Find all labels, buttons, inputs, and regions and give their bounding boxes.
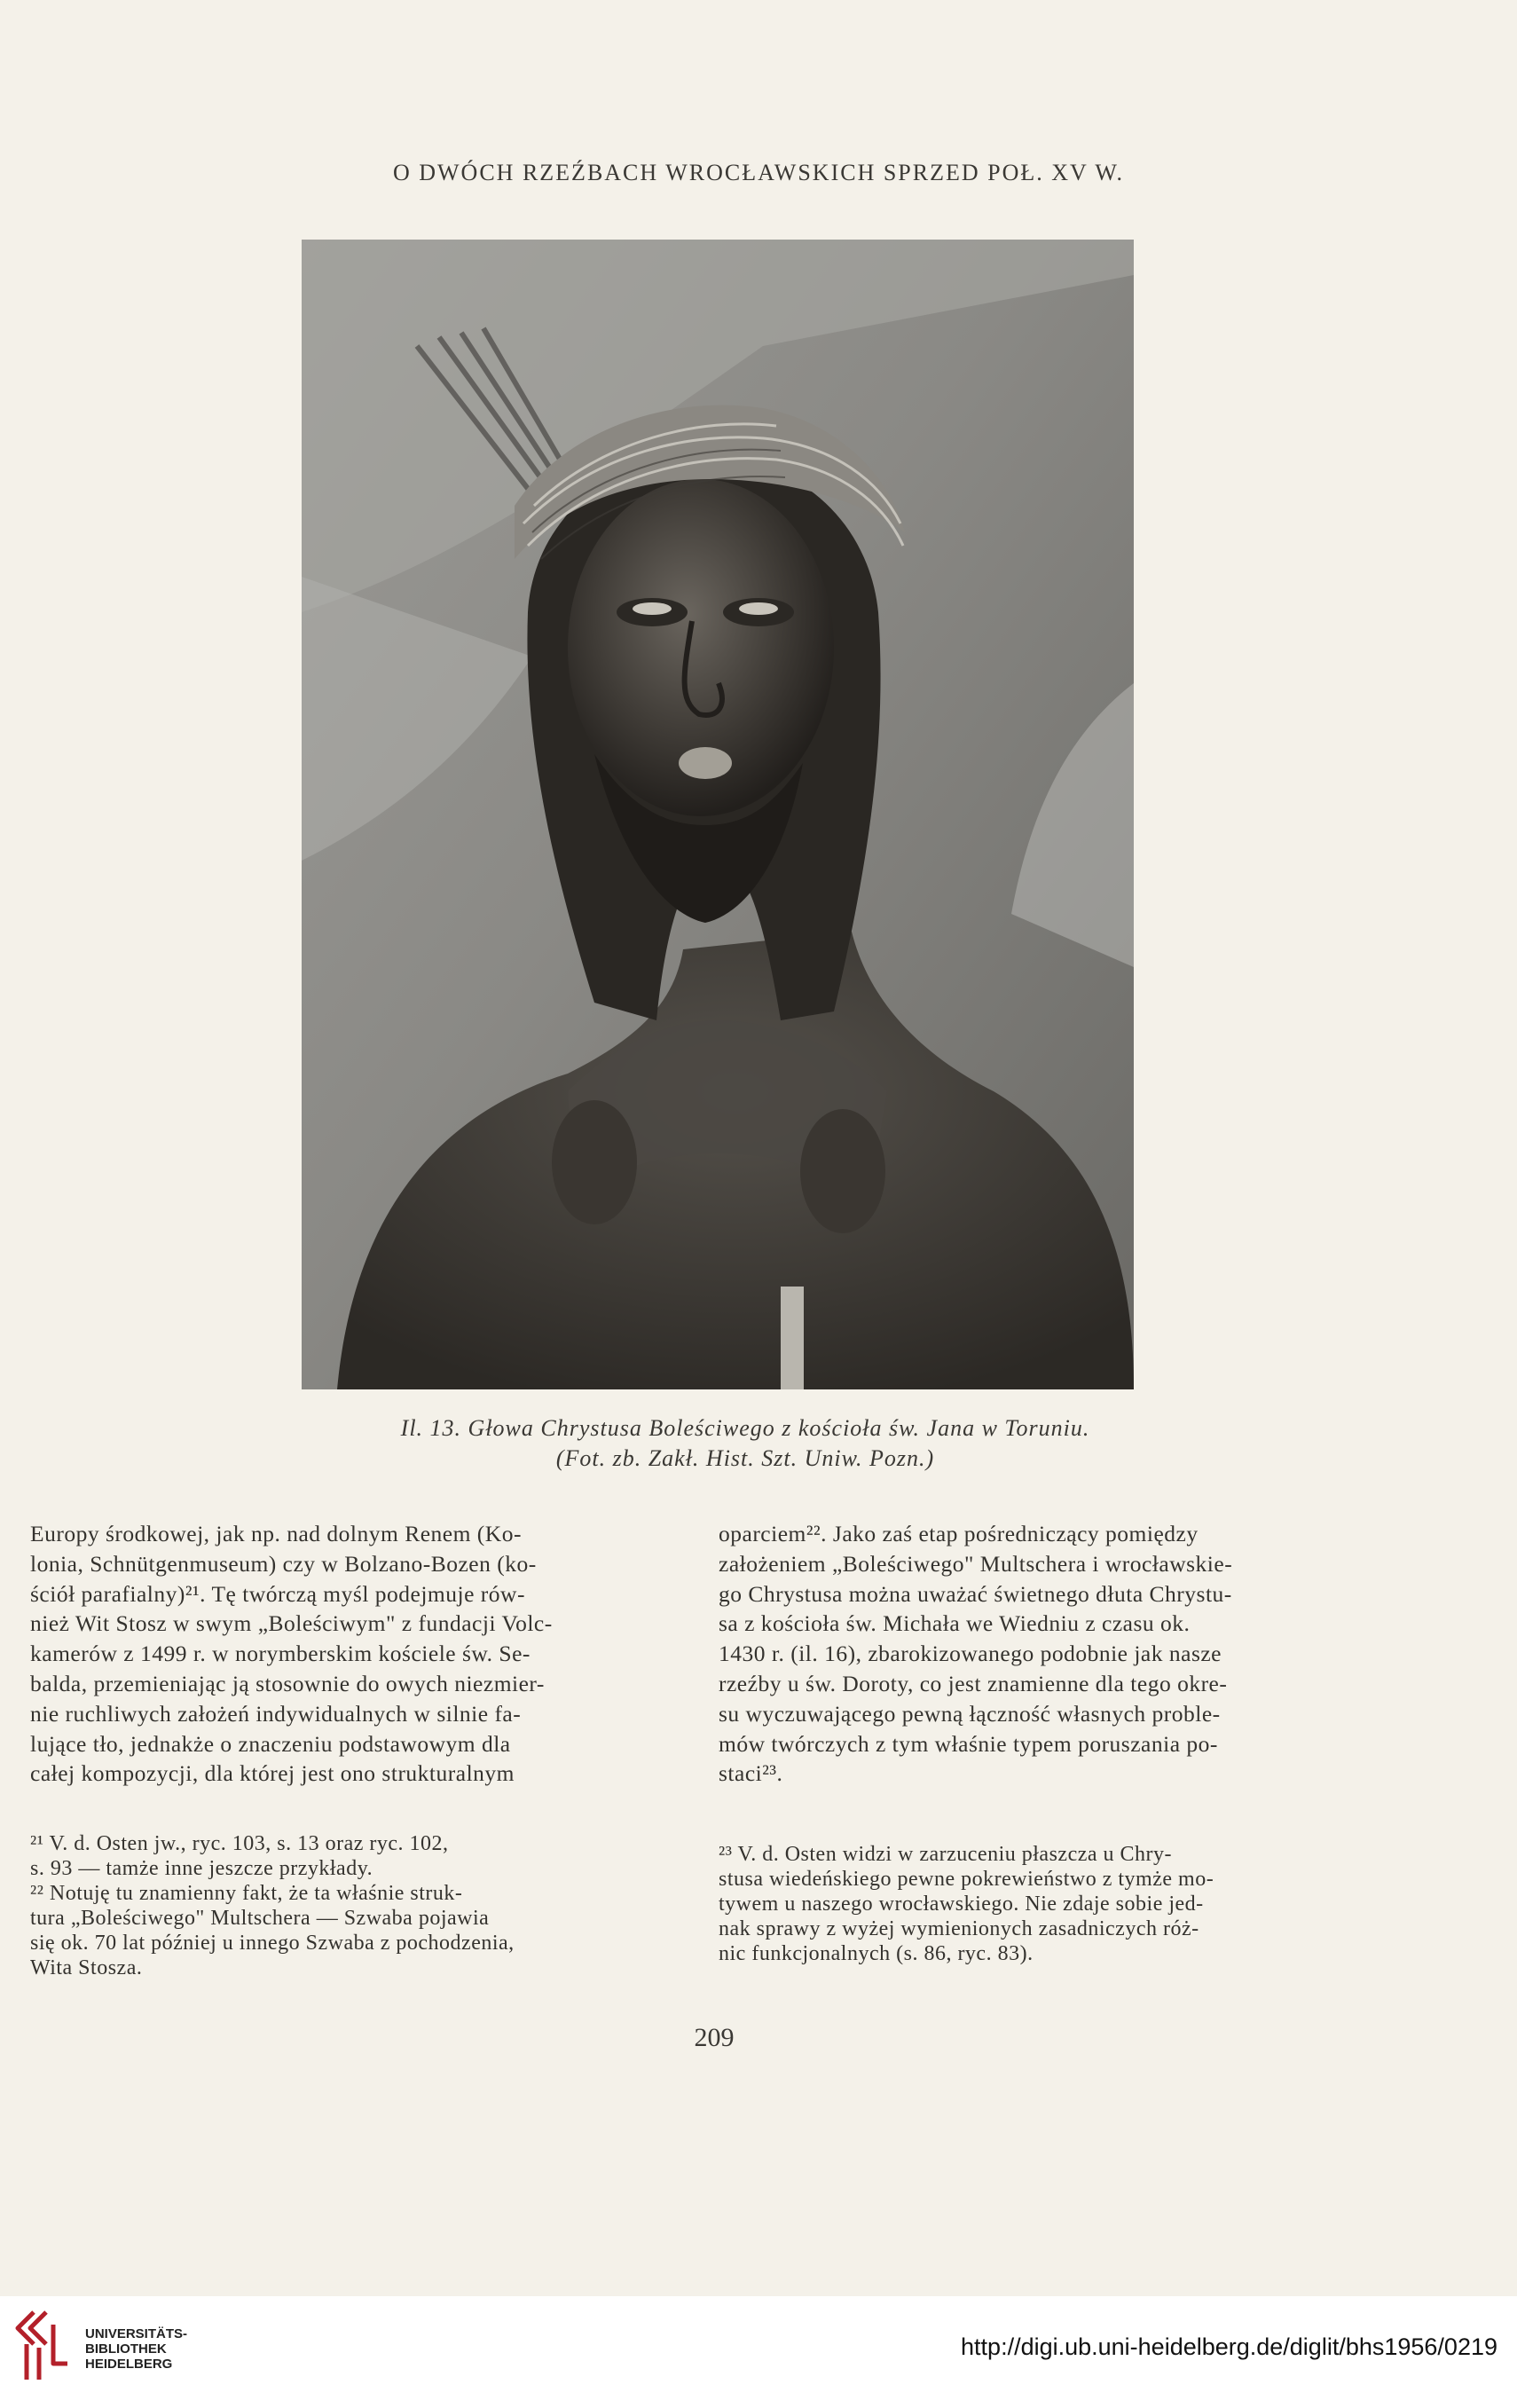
sculpture-photograph — [302, 240, 1134, 1389]
text-line: założeniem „Boleściwego" Multschera i wrocławskie- — [719, 1550, 1233, 1577]
text-line: sa z kościoła św. Michała we Wiedniu z czasu ok. — [719, 1610, 1191, 1637]
library-name-line: BIBLIOTHEK — [85, 2341, 167, 2357]
footnote-line: tura „Boleściwego" Multschera — Szwaba pojawia — [30, 1907, 490, 1930]
library-name-line: UNIVERSITÄTS- — [85, 2326, 188, 2341]
text-line: balda, przemieniając ją stosownie do owych niezmier- — [30, 1670, 545, 1696]
library-name — [85, 2326, 187, 2372]
text-line: 1430 r. (il. 16), zbarokizowanego podobnie jak nasze — [719, 1641, 1222, 1667]
footnotes-left — [30, 1831, 704, 1980]
footnote-line: tywem u naszego wrocławskiego. Nie zdaje sobie jed- — [719, 1893, 1204, 1916]
text-line: Europy środkowej, jak np. nad dolnym Renem (Ko- — [30, 1521, 522, 1546]
running-head: O DWÓCH RZEŹBACH WROCŁAWSKICH SPRZED POŁ. XV W. — [392, 160, 1125, 185]
text-line: su wyczuwającego pewną łączność własnych proble- — [719, 1700, 1221, 1727]
library-logo-icon — [14, 2309, 71, 2383]
caption-credit-line: (Fot. zb. Zakł. Hist. Szt. Uniw. Pozn.) — [555, 1445, 935, 1471]
footnote-line: ²³ V. d. Osten widzi w zarzuceniu płaszcza u Chry- — [719, 1843, 1173, 1866]
text-line: oparciem²². Jako zaś etap pośredniczący pomiędzy — [719, 1521, 1199, 1546]
page-number: 209 — [694, 2023, 735, 2052]
body-text-right-column — [719, 1519, 1411, 1789]
text-line: go Chrystusa można uważać świetnego dłuta Chrystu- — [719, 1580, 1232, 1607]
digitization-footer — [0, 2296, 1517, 2408]
footnote-line: ²¹ V. d. Osten jw., ryc. 103, s. 13 oraz ryc. 102, — [30, 1832, 449, 1855]
footnote-line: się ok. 70 lat później u innego Szwaba z pochodzenia, — [30, 1932, 515, 1955]
footnote-line: stusa wiedeńskiego pewne pokrewieństwo z tymże mo- — [719, 1868, 1214, 1891]
footnote-line: s. 93 — tamże inne jeszcze przykłady. — [30, 1857, 373, 1880]
footnotes-right — [719, 1842, 1411, 1966]
text-line: staci²³. — [719, 1760, 783, 1787]
footnote-line: Wita Stosza. — [30, 1956, 143, 1979]
text-line: całej kompozycji, dla której jest ono strukturalnym — [30, 1760, 515, 1787]
text-line: nież Wit Stosz w swym „Boleściwym" z fundacji Volc- — [30, 1610, 553, 1637]
library-name-line: HEIDELBERG — [85, 2357, 173, 2372]
caption-line: Il. 13. Głowa Chrystusa Boleściwego z kościoła św. Jana w Toruniu. — [400, 1415, 1090, 1441]
text-line: rzeźby u św. Doroty, co jest znamienne dla tego okre- — [719, 1670, 1228, 1696]
text-line: nie ruchliwych założeń indywidualnych w silnie fa- — [30, 1700, 522, 1727]
footnote-line: ²² Notuję tu znamienny fakt, że ta właśnie struk- — [30, 1882, 463, 1905]
text-line: lujące tło, jednakże o znaczeniu podstawowym dla — [30, 1730, 511, 1757]
permalink-url[interactable]: http://digi.ub.uni-heidelberg.de/diglit/bhs1956/0219 — [961, 2333, 1497, 2360]
footnote-line: nic funkcjonalnych (s. 86, ryc. 83). — [719, 1942, 1034, 1965]
text-line: lonia, Schnütgenmuseum) czy w Bolzano-Bozen (ko- — [30, 1550, 537, 1577]
text-line: mów twórczych z tym właśnie typem poruszania po- — [719, 1730, 1218, 1757]
text-line: kamerów z 1499 r. w norymberskim kościele św. Se- — [30, 1641, 531, 1667]
body-text-left-column — [30, 1519, 687, 1789]
figure-caption — [213, 1413, 1277, 1474]
text-line: ściół parafialny)²¹. Tę twórczą myśl podejmuje rów- — [30, 1580, 525, 1607]
footnote-line: nak sprawy z wyżej wymienionych zasadniczych róż- — [719, 1917, 1199, 1940]
